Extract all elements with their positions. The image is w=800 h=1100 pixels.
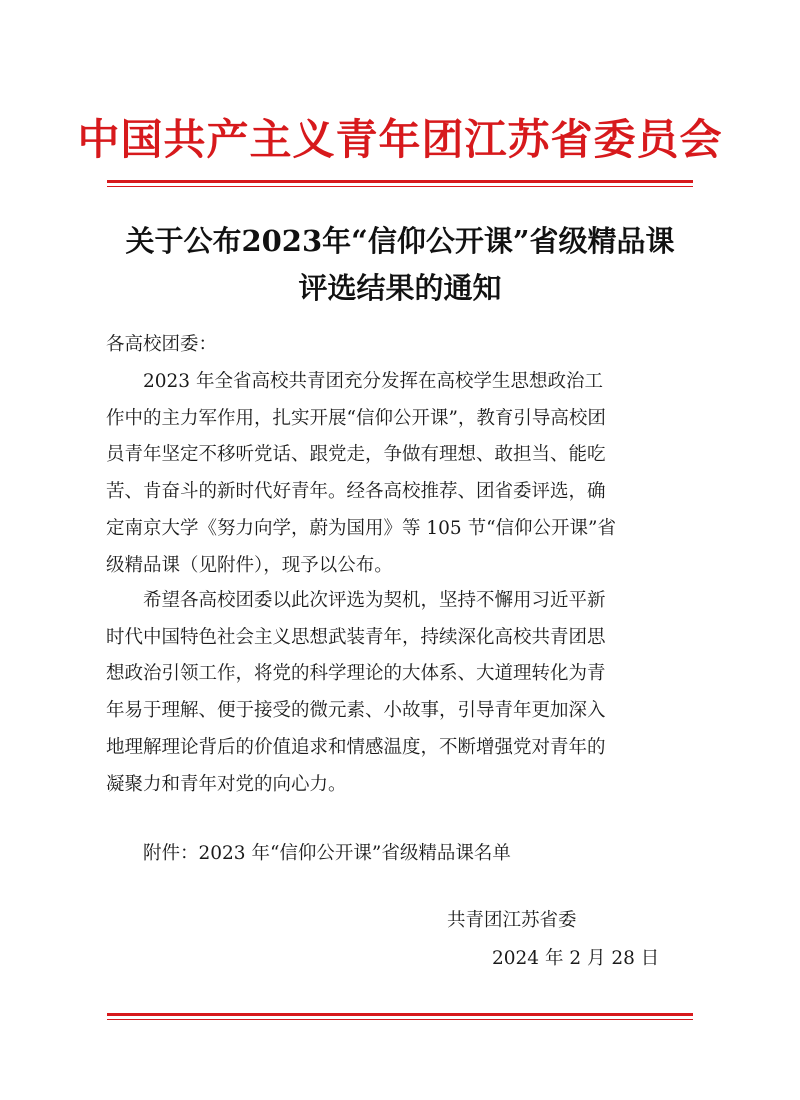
paragraph-1-line: 定南京大学《努力向学，蔚为国用》等 105 节“信仰公开课”省 xyxy=(106,517,616,539)
paragraph-2-line: 年易于理解、便于接受的微元素、小故事，引导青年更加深入 xyxy=(106,700,606,722)
issuing-organization-header: 中国共产主义青年团江苏省委员会 xyxy=(77,115,723,164)
paragraph-1-line: 级精品课（见附件），现予以公布。 xyxy=(106,554,393,576)
paragraph-1-line: 2023 年全省高校共青团充分发挥在高校学生思想政治工 xyxy=(143,371,603,392)
paragraph-1-line: 苦、肯奋斗的新时代好青年。经各高校推荐、团省委评选，确 xyxy=(106,481,606,503)
paragraph-2-line: 想政治引领工作，将党的科学理论的大体系、大道理转化为青 xyxy=(106,663,606,685)
document-title xyxy=(100,218,700,312)
paragraph-2-line: 希望各高校团委以此次评选为契机，坚持不懈用习近平新 xyxy=(143,590,606,611)
header-red-rule-thin xyxy=(107,186,693,187)
paragraph-1 xyxy=(106,364,696,584)
document-title-line-1: 关于公布2023年“信仰公开课”省级精品课 xyxy=(125,224,675,258)
header-red-rule xyxy=(107,180,693,183)
paragraph-2 xyxy=(106,583,696,803)
paragraph-1-line: 员青年坚定不移听党话、跟党走，争做有理想、敢担当、能吃 xyxy=(106,444,606,466)
footer-red-rule-thin xyxy=(107,1019,693,1020)
paragraph-1-line: 作中的主力军作用，扎实开展“信仰公开课”，教育引导高校团 xyxy=(106,407,606,429)
salutation: 各高校团委： xyxy=(106,334,218,355)
paragraph-2-line: 地理解理论背后的价值追求和情感温度，不断增强党对青年的 xyxy=(106,736,606,758)
paragraph-2-line: 凝聚力和青年对党的向心力。 xyxy=(106,773,347,795)
attachment-line: 附件：2023 年“信仰公开课”省级精品课名单 xyxy=(143,843,511,864)
issue-date: 2024 年 2 月 28 日 xyxy=(492,948,660,969)
document-title-line-2: 评选结果的通知 xyxy=(298,271,502,305)
footer-red-rule xyxy=(107,1013,693,1016)
paragraph-2-line: 时代中国特色社会主义思想武装青年，持续深化高校共青团思 xyxy=(106,626,606,648)
signature-organization: 共青团江苏省委 xyxy=(447,910,577,931)
